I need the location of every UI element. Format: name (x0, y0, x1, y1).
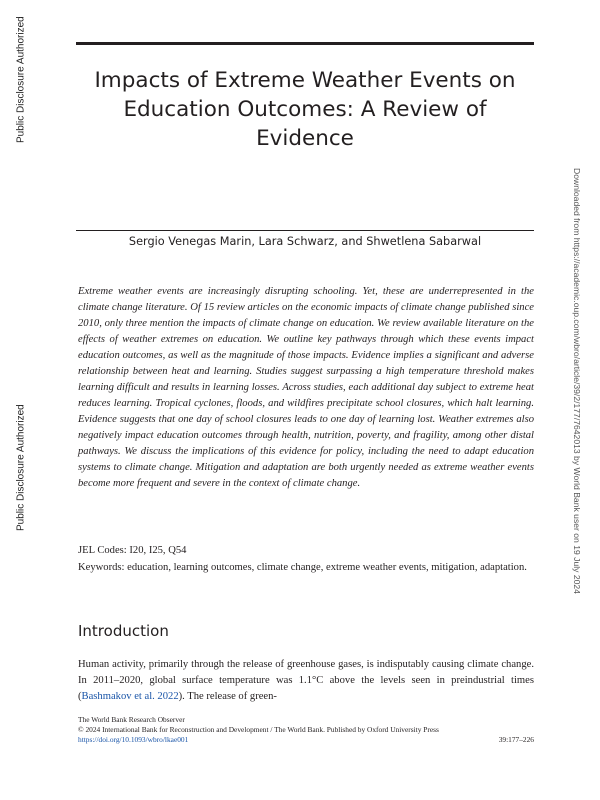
author-list: Sergio Venegas Marin, Lara Schwarz, and Shwetlena Sabarwal (128, 235, 482, 248)
top-rule (76, 42, 534, 45)
citation-link[interactable]: Bashmakov et al. 2022 (81, 691, 179, 702)
page-range: 39:177–226 (498, 735, 534, 744)
doi-link[interactable]: https://doi.org/10.1093/wbro/lkae001 (78, 735, 189, 744)
article-title: Impacts of Extreme Weather Events on Education Outcomes: A Review of Evidence (94, 68, 516, 151)
section-heading-introduction: Introduction (78, 622, 169, 640)
public-disclosure-stamp-top: Public Disclosure Authorized (15, 16, 27, 144)
abstract: Extreme weather events are increasingly disrupting schooling. Yet, these are underrepresented in the climate change literature. Of 15 review articles on the economic impacts of climate change published since 2010, only three mention the impacts of climate change on education. We review available literature on the effects of weather extremes on education. We outline key pathways through which these events impact education outcomes, as well as the magnitude of those impacts. Evidence implies a significant and adverse relationship between heat and learning. Studies suggest surpassing a high temperature threshold makes learning difficult and results in learning losses. Across studies, each additional day subject to extreme heat reduces learning. Tropical cyclones, floods, and wildfires precipitate school closures, which halt learning. Evidence suggests that one day of school closures leads to one day of learning lost. Weather extremes also negatively impact education outcomes through health, nutrition, poverty, and fragility, among other distal pathways. We discuss the implications of this evidence for policy, including the need to adapt education systems to climate change. Mitigation and adaptation are both urgently needed as extreme weather events become more frequent and severe in the context of climate change. (78, 286, 534, 489)
introduction-paragraph (78, 657, 534, 705)
download-notice: Downloaded from https://academic.oup.com/wbro/article/39/2/177/7642013 by World Bank user on 19 July 2024 (572, 168, 582, 594)
intro-text-start: Human activity, primarily through the release of greenhouse gases, is indisputably causing climate change. In 2011–2020, global surface temperature was 1.1°C above the levels seen in preindustrial times ( (78, 659, 534, 702)
keywords: Keywords: education, learning outcomes, climate change, extreme weather events, mitigation, adaptation. (78, 562, 527, 573)
intro-text-end: ). The release of green- (178, 691, 277, 702)
copyright-line: © 2024 International Bank for Reconstruction and Development / The World Bank. Published by Oxford University Press (78, 725, 439, 734)
authors-rule (76, 230, 534, 231)
public-disclosure-stamp-middle: Public Disclosure Authorized (15, 404, 27, 532)
journal-name: The World Bank Research Observer (78, 715, 185, 724)
jel-codes: JEL Codes: I20, I25, Q54 (78, 545, 187, 556)
page-footer (78, 715, 534, 745)
